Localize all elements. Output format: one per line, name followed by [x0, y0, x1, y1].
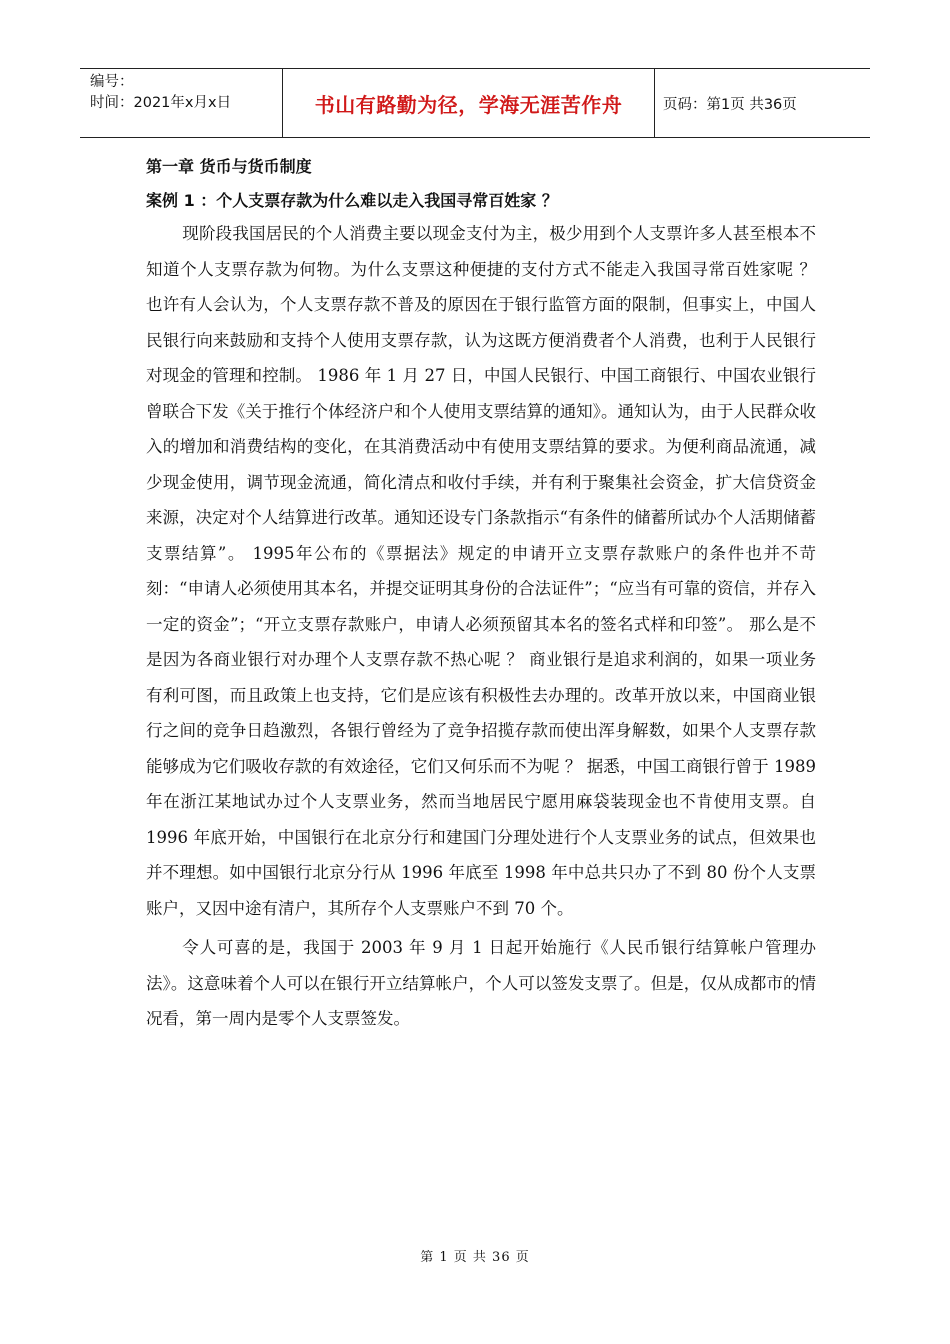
body-paragraph: 现阶段我国居民的个人消费主要以现金支付为主，极少用到个人支票许多人甚至根本不知道个人支票存款为何物。为什么支票这种便捷的支付方式不能走入我国寻常百姓家呢 ？ 也许有人会认为，个人支票存款不普及的原因在于银行监管方面的限制，但事实上，中国人民银行向来鼓励和支持个人使用支票存款，认为这既方便消费者个人消费，也利于人民银行对现金的管理和控制。 1986 年 1 月 27 日，中国人民银行、中国工商银行、中国农业银行曾联合下发《关于推行个体经济户和个人使用支票结算的通知》。通知认为，由于人民群众收入的增加和消费结构的变化，在其消费活动中有使用支票结算的要求。为便利商品流通，减少现金使用，调节现金流通，简化清点和收付手续，并有利于聚集社会资金，扩大信贷资金来源，决定对个人结算进行改革。通知还设专门条款指示“有条件的储蓄所试办个人活期储蓄支票结算”。 1995年公布的《票据法》规定的申请开立支票存款账户的条件也并不苛刻：“申请人必须使用其本名，并提交证明其身份的合法证件”；“应当有可靠的资信，并存入一定的资金”；“开立支票存款账户，申请人必须预留其本名的签名式样和印签”。 那么是不是因为各商业银行对办理个人支票存款不热心呢 ？ 商业银行是追求利润的，如果一项业务有利可图，而且政策上也支持，它们是应该有积极性去办理的。改革开放以来，中国商业银行之间的竞争日趋激烈，各银行曾经为了竞争招揽存款而使出浑身解数，如果个人支票存款能够成为它们吸收存款的有效途径，它们又何乐而不为呢 ？ 据悉，中国工商银行曾于 1989 年在浙江某地试办过个人支票业务，然而当地居民宁愿用麻袋装现金也不肯使用支票。自 1996 年底开始，中国银行在北京分行和建国门分理处进行个人支票业务的试点，但效果也并不理想。如中国银行北京分行从 1996 年底至 1998 年中总共只办了不到 80 份个人支票账户，又因中途有清户，其所存个人支票账户不到 70 个。	[146, 224, 816, 918]
header-page-number: 页码：第1页 共36页	[663, 96, 797, 113]
body-paragraph: 令人可喜的是，我国于 2003 年 9 月 1 日起开始施行《人民币银行结算帐户管理办法》。这意味着个人可以在银行开立结算帐户，个人可以签发支票了。但是，仅从成都市的情况看，第一周内是零个人支票签发。	[146, 938, 816, 1028]
header-motto: 书山有路勤为径，学海无涯苦作舟	[283, 69, 655, 137]
document-number-label: 编号：	[90, 74, 134, 90]
page-header	[80, 68, 870, 138]
document-body	[146, 156, 816, 1037]
chapter-title: 第一章 货币与货币制度	[146, 157, 312, 176]
document-date: 时间：2021年x月x日	[90, 95, 232, 111]
case-title: 案例 1 ：个人支票存款为什么难以走入我国寻常百姓家 ？	[146, 191, 558, 210]
page-footer: 第 1 页 共 36 页	[420, 1250, 530, 1265]
header-meta	[80, 69, 283, 137]
